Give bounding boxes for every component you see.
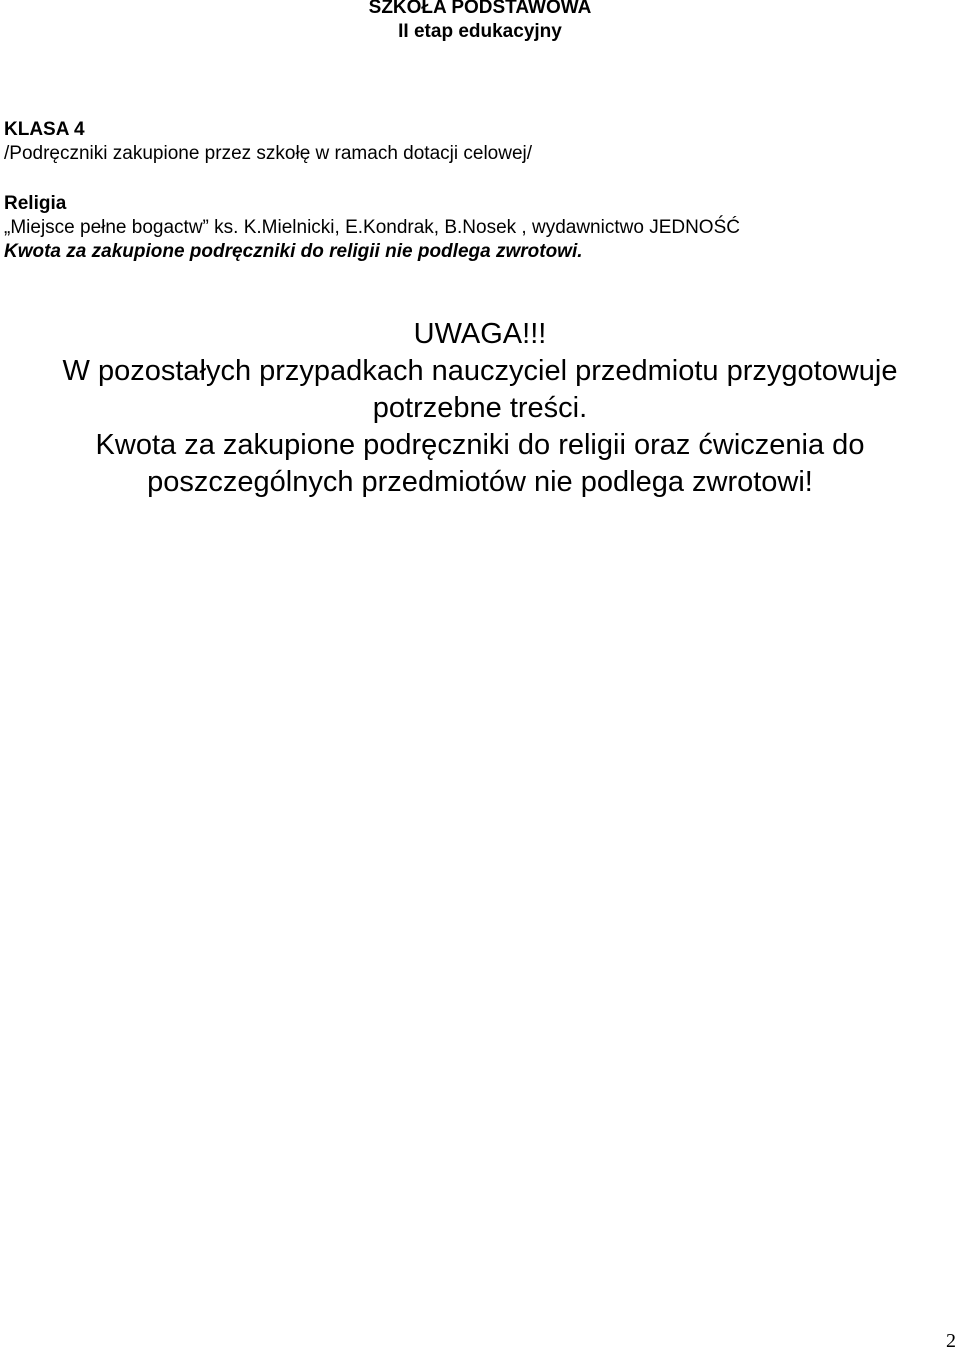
religia-refund-note: Kwota za zakupione podręczniki do religii nie podlega zwrotowi. <box>4 241 583 262</box>
page-number: 2 <box>946 1330 956 1352</box>
school-name: SZKOŁA PODSTAWOWA <box>368 0 592 18</box>
uwaga-paragraph-teacher: W pozostałych przypadkach nauczyciel przedmiotu przygotowuje potrzebne treści. <box>62 355 898 424</box>
uwaga-paragraph-refund: Kwota za zakupione podręczniki do religii oraz ćwiczenia do poszczególnych przedmiotów nie podlega zwrotowi! <box>95 429 865 498</box>
klasa-section <box>4 118 954 166</box>
education-stage: II etap edukacyjny <box>398 21 562 42</box>
document-header <box>0 0 960 44</box>
religia-title: Religia <box>4 193 67 214</box>
religia-section <box>4 192 954 264</box>
klasa-title: KLASA 4 <box>4 119 85 140</box>
uwaga-title: UWAGA!!! <box>413 318 547 350</box>
religia-book: „Miejsce pełne bogactw” ks. K.Mielnicki, E.Kondrak, B.Nosek , wydawnictwo JEDNOŚĆ <box>4 217 740 238</box>
klasa-subtitle: /Podręczniki zakupione przez szkołę w ramach dotacji celowej/ <box>4 143 533 164</box>
uwaga-notice <box>0 316 960 501</box>
